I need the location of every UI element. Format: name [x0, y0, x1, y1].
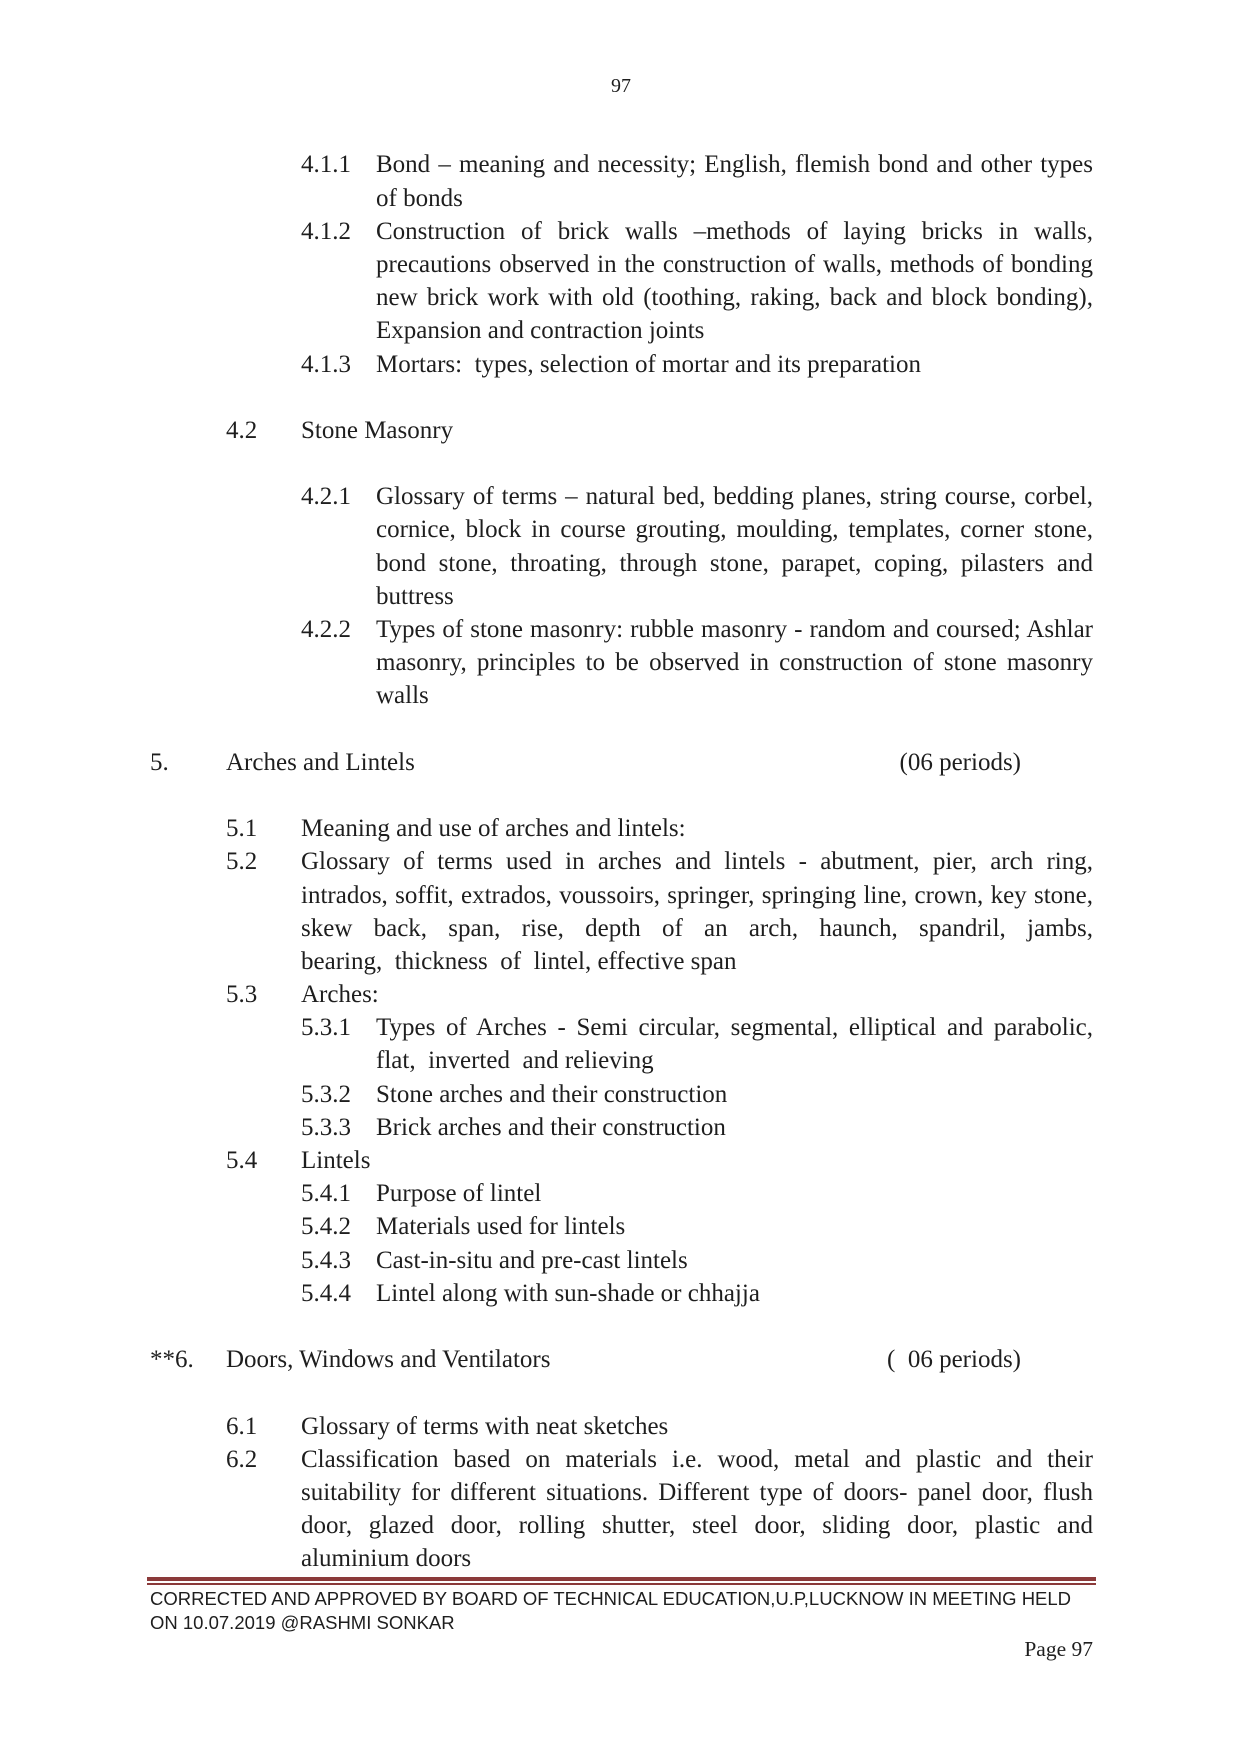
page-label: Page 97: [1024, 1637, 1093, 1661]
paragraph-group: [150, 148, 1093, 380]
item-text-run: Stone arches and their construction: [376, 1080, 728, 1108]
outline-item-5-2: [150, 845, 1093, 978]
item-text-line: [301, 414, 1093, 447]
item-text: [376, 348, 1093, 381]
item-text-run: flat, inverted and relieving: [376, 1047, 654, 1075]
footer-rule-thick: [147, 1577, 1096, 1581]
item-text: [301, 978, 1093, 1011]
item-text: [301, 1410, 1093, 1443]
item-text-line: [301, 1542, 1093, 1575]
item-text-run: Cast-in-situ and pre-cast lintels: [376, 1246, 688, 1274]
outline-item-5-3-3: [150, 1111, 1093, 1144]
page-number-header: 97: [611, 75, 631, 97]
outline-item-5-4-1: [150, 1177, 1093, 1210]
paragraph-group: [150, 480, 1093, 712]
item-text-line: [376, 1011, 1093, 1044]
item-number: 5.4.3: [301, 1246, 351, 1274]
syllabus-content: [150, 148, 1093, 1575]
item-number: 4.1.1: [301, 151, 351, 179]
item-text: [376, 1277, 1093, 1310]
periods-label: ( 06 periods): [887, 1346, 1021, 1374]
item-text-run: Brick arches and their construction: [376, 1113, 726, 1141]
item-text-line: [301, 1443, 1093, 1476]
item-text-run: Meaning and use of arches and lintels:: [301, 815, 686, 843]
item-text-run: door, glazed door, rolling shutter, steel door, sliding door, plastic and: [301, 1512, 1093, 1540]
paragraph-group: [150, 746, 1093, 779]
outline-item-4-1-2: [150, 215, 1093, 348]
item-text: [301, 414, 1093, 447]
item-text: [301, 1144, 1093, 1177]
item-number: 5.4: [226, 1147, 258, 1175]
item-text: [376, 148, 1093, 214]
item-text-line: [376, 1111, 1093, 1144]
outline-item-5-4-2: [150, 1210, 1093, 1243]
item-text-line: [376, 248, 1093, 281]
item-text-run: Stone Masonry: [301, 416, 454, 444]
item-text-line: [376, 1277, 1093, 1310]
item-text: [301, 1443, 1093, 1576]
item-text-line: [376, 1210, 1093, 1243]
item-text-line: [301, 1476, 1093, 1509]
item-text-line: [376, 1177, 1093, 1210]
item-number: 5.: [150, 748, 169, 776]
item-text-run: skew back, span, rise, depth of an arch, haunch, spandril, jambs,: [301, 914, 1093, 942]
item-text-run: bearing, thickness of lintel, effective span: [301, 947, 737, 975]
item-text-run: Classification based on materials i.e. wood, metal and plastic and their: [301, 1445, 1093, 1473]
item-number: 4.2.2: [301, 616, 351, 644]
outline-item-6: [150, 1343, 1093, 1376]
item-text-run: of bonds: [376, 184, 463, 212]
item-number: 4.1.3: [301, 350, 351, 378]
outline-item-5-4: [150, 1144, 1093, 1177]
item-text-run: new brick work with old (toothing, raking, back and block bonding),: [376, 284, 1093, 312]
item-text-run: Glossary of terms used in arches and lintels - abutment, pier, arch ring,: [301, 848, 1093, 876]
item-number: 5.3.1: [301, 1014, 351, 1042]
item-text-run: Types of Arches - Semi circular, segmental, elliptical and parabolic,: [376, 1014, 1093, 1042]
outline-item-4-1-3: [150, 348, 1093, 381]
item-text-run: Lintels: [301, 1147, 371, 1175]
item-text-line: [376, 679, 1093, 712]
item-text-run: Lintel along with sun-shade or chhajja: [376, 1279, 760, 1307]
item-text-line: [376, 613, 1093, 646]
item-number: 5.3.3: [301, 1113, 351, 1141]
item-number: 5.3.2: [301, 1080, 351, 1108]
outline-item-5-4-3: [150, 1244, 1093, 1277]
item-text-run: Arches and Lintels: [226, 748, 415, 776]
item-text-line: [301, 978, 1093, 1011]
item-number: 6.2: [226, 1445, 258, 1473]
item-text: [376, 1078, 1093, 1111]
paragraph-group: [150, 1343, 1093, 1376]
periods-label: (06 periods): [899, 748, 1021, 776]
item-text-run: Arches:: [301, 981, 379, 1009]
outline-item-5-3-2: [150, 1078, 1093, 1111]
item-text-line: [376, 348, 1093, 381]
item-number: 5.4.1: [301, 1180, 351, 1208]
item-number: 4.2: [226, 416, 258, 444]
item-text-run: Doors, Windows and Ventilators: [226, 1346, 551, 1374]
footer-line: ON 10.07.2019 @RASHMI SONKAR: [150, 1612, 455, 1633]
item-text-run: Types of stone masonry: rubble masonry - random and coursed; Ashlar: [376, 616, 1093, 644]
outline-item-6-1: [150, 1410, 1093, 1443]
item-text-line: [376, 547, 1093, 580]
outline-item-5-4-4: [150, 1277, 1093, 1310]
item-text-line: [301, 945, 1093, 978]
item-number: 4.2.1: [301, 483, 351, 511]
item-text-line: [376, 1044, 1093, 1077]
outline-item-4-2-2: [150, 613, 1093, 713]
item-text-run: Glossary of terms – natural bed, bedding planes, string course, corbel,: [376, 483, 1093, 511]
footer-note: [150, 1587, 1071, 1635]
item-text-line: [301, 879, 1093, 912]
item-text-run: masonry, principles to be observed in construction of stone masonry: [376, 649, 1093, 677]
item-number: **6.: [150, 1346, 194, 1374]
item-text-line: [376, 182, 1093, 215]
item-text: [376, 1210, 1093, 1243]
item-text-line: [376, 580, 1093, 613]
item-text-run: intrados, soffit, extrados, voussoirs, springer, springing line, crown, key stone,: [301, 881, 1093, 909]
item-text: [376, 1177, 1093, 1210]
outline-item-5-3: [150, 978, 1093, 1011]
item-text: [376, 1111, 1093, 1144]
item-number: 5.4.2: [301, 1213, 351, 1241]
item-text-line: [301, 1144, 1093, 1177]
paragraph-group: [150, 1410, 1093, 1576]
item-text: [376, 613, 1093, 713]
item-text-run: Materials used for lintels: [376, 1213, 626, 1241]
item-text-run: precautions observed in the construction of walls, methods of bonding: [376, 250, 1093, 278]
item-number: 6.1: [226, 1412, 258, 1440]
item-text-line: [376, 314, 1093, 347]
footer-line: CORRECTED AND APPROVED BY BOARD OF TECHNICAL EDUCATION,U.P,LUCKNOW IN MEETING HELD: [150, 1588, 1072, 1609]
outline-item-4-2-1: [150, 480, 1093, 613]
paragraph-group: [150, 812, 1093, 1310]
item-text-line: [376, 215, 1093, 248]
item-text-run: aluminium doors: [301, 1545, 472, 1573]
item-text-line: [376, 148, 1093, 181]
outline-item-6-2: [150, 1443, 1093, 1576]
item-text: [301, 845, 1093, 978]
item-text-line: [376, 480, 1093, 513]
paragraph-group: [150, 414, 1093, 447]
item-text-line: [301, 912, 1093, 945]
item-text: [301, 812, 1093, 845]
item-number: 4.1.2: [301, 217, 351, 245]
outline-item-4-2: [150, 414, 1093, 447]
item-text-line: [301, 1509, 1093, 1542]
item-number: 5.1: [226, 815, 258, 843]
item-text-run: walls: [376, 682, 429, 710]
outline-item-5-1: [150, 812, 1093, 845]
footer-rule-thin: [147, 1583, 1096, 1585]
item-text-line: [376, 1078, 1093, 1111]
item-text: [376, 480, 1093, 613]
item-text-run: Glossary of terms with neat sketches: [301, 1412, 669, 1440]
outline-item-5: [150, 746, 1093, 779]
item-text-line: [301, 812, 1093, 845]
item-text-run: Mortars: types, selection of mortar and its preparation: [376, 350, 921, 378]
item-text-line: [376, 281, 1093, 314]
outline-item-5-3-1: [150, 1011, 1093, 1077]
item-text-run: cornice, block in course grouting, moulding, templates, corner stone,: [376, 516, 1093, 544]
item-text-line: [376, 513, 1093, 546]
outline-item-4-1-1: [150, 148, 1093, 214]
item-number: 5.3: [226, 981, 258, 1009]
item-text-run: Bond – meaning and necessity; English, flemish bond and other types: [376, 151, 1093, 179]
item-number: 5.2: [226, 848, 258, 876]
item-text-line: [376, 646, 1093, 679]
item-text: [376, 215, 1093, 348]
item-text-line: [301, 1410, 1093, 1443]
item-text-line: [301, 845, 1093, 878]
item-text-run: Purpose of lintel: [376, 1180, 542, 1208]
item-text-run: Construction of brick walls –methods of laying bricks in walls,: [376, 217, 1093, 245]
item-text-run: Expansion and contraction joints: [376, 317, 705, 345]
item-text: [376, 1244, 1093, 1277]
item-text-run: buttress: [376, 582, 454, 610]
item-number: 5.4.4: [301, 1279, 351, 1307]
item-text-run: bond stone, throating, through stone, parapet, coping, pilasters and: [376, 549, 1093, 577]
item-text-run: suitability for different situations. Different type of doors- panel door, flush: [301, 1478, 1093, 1506]
item-text-line: [376, 1244, 1093, 1277]
item-text: [376, 1011, 1093, 1077]
